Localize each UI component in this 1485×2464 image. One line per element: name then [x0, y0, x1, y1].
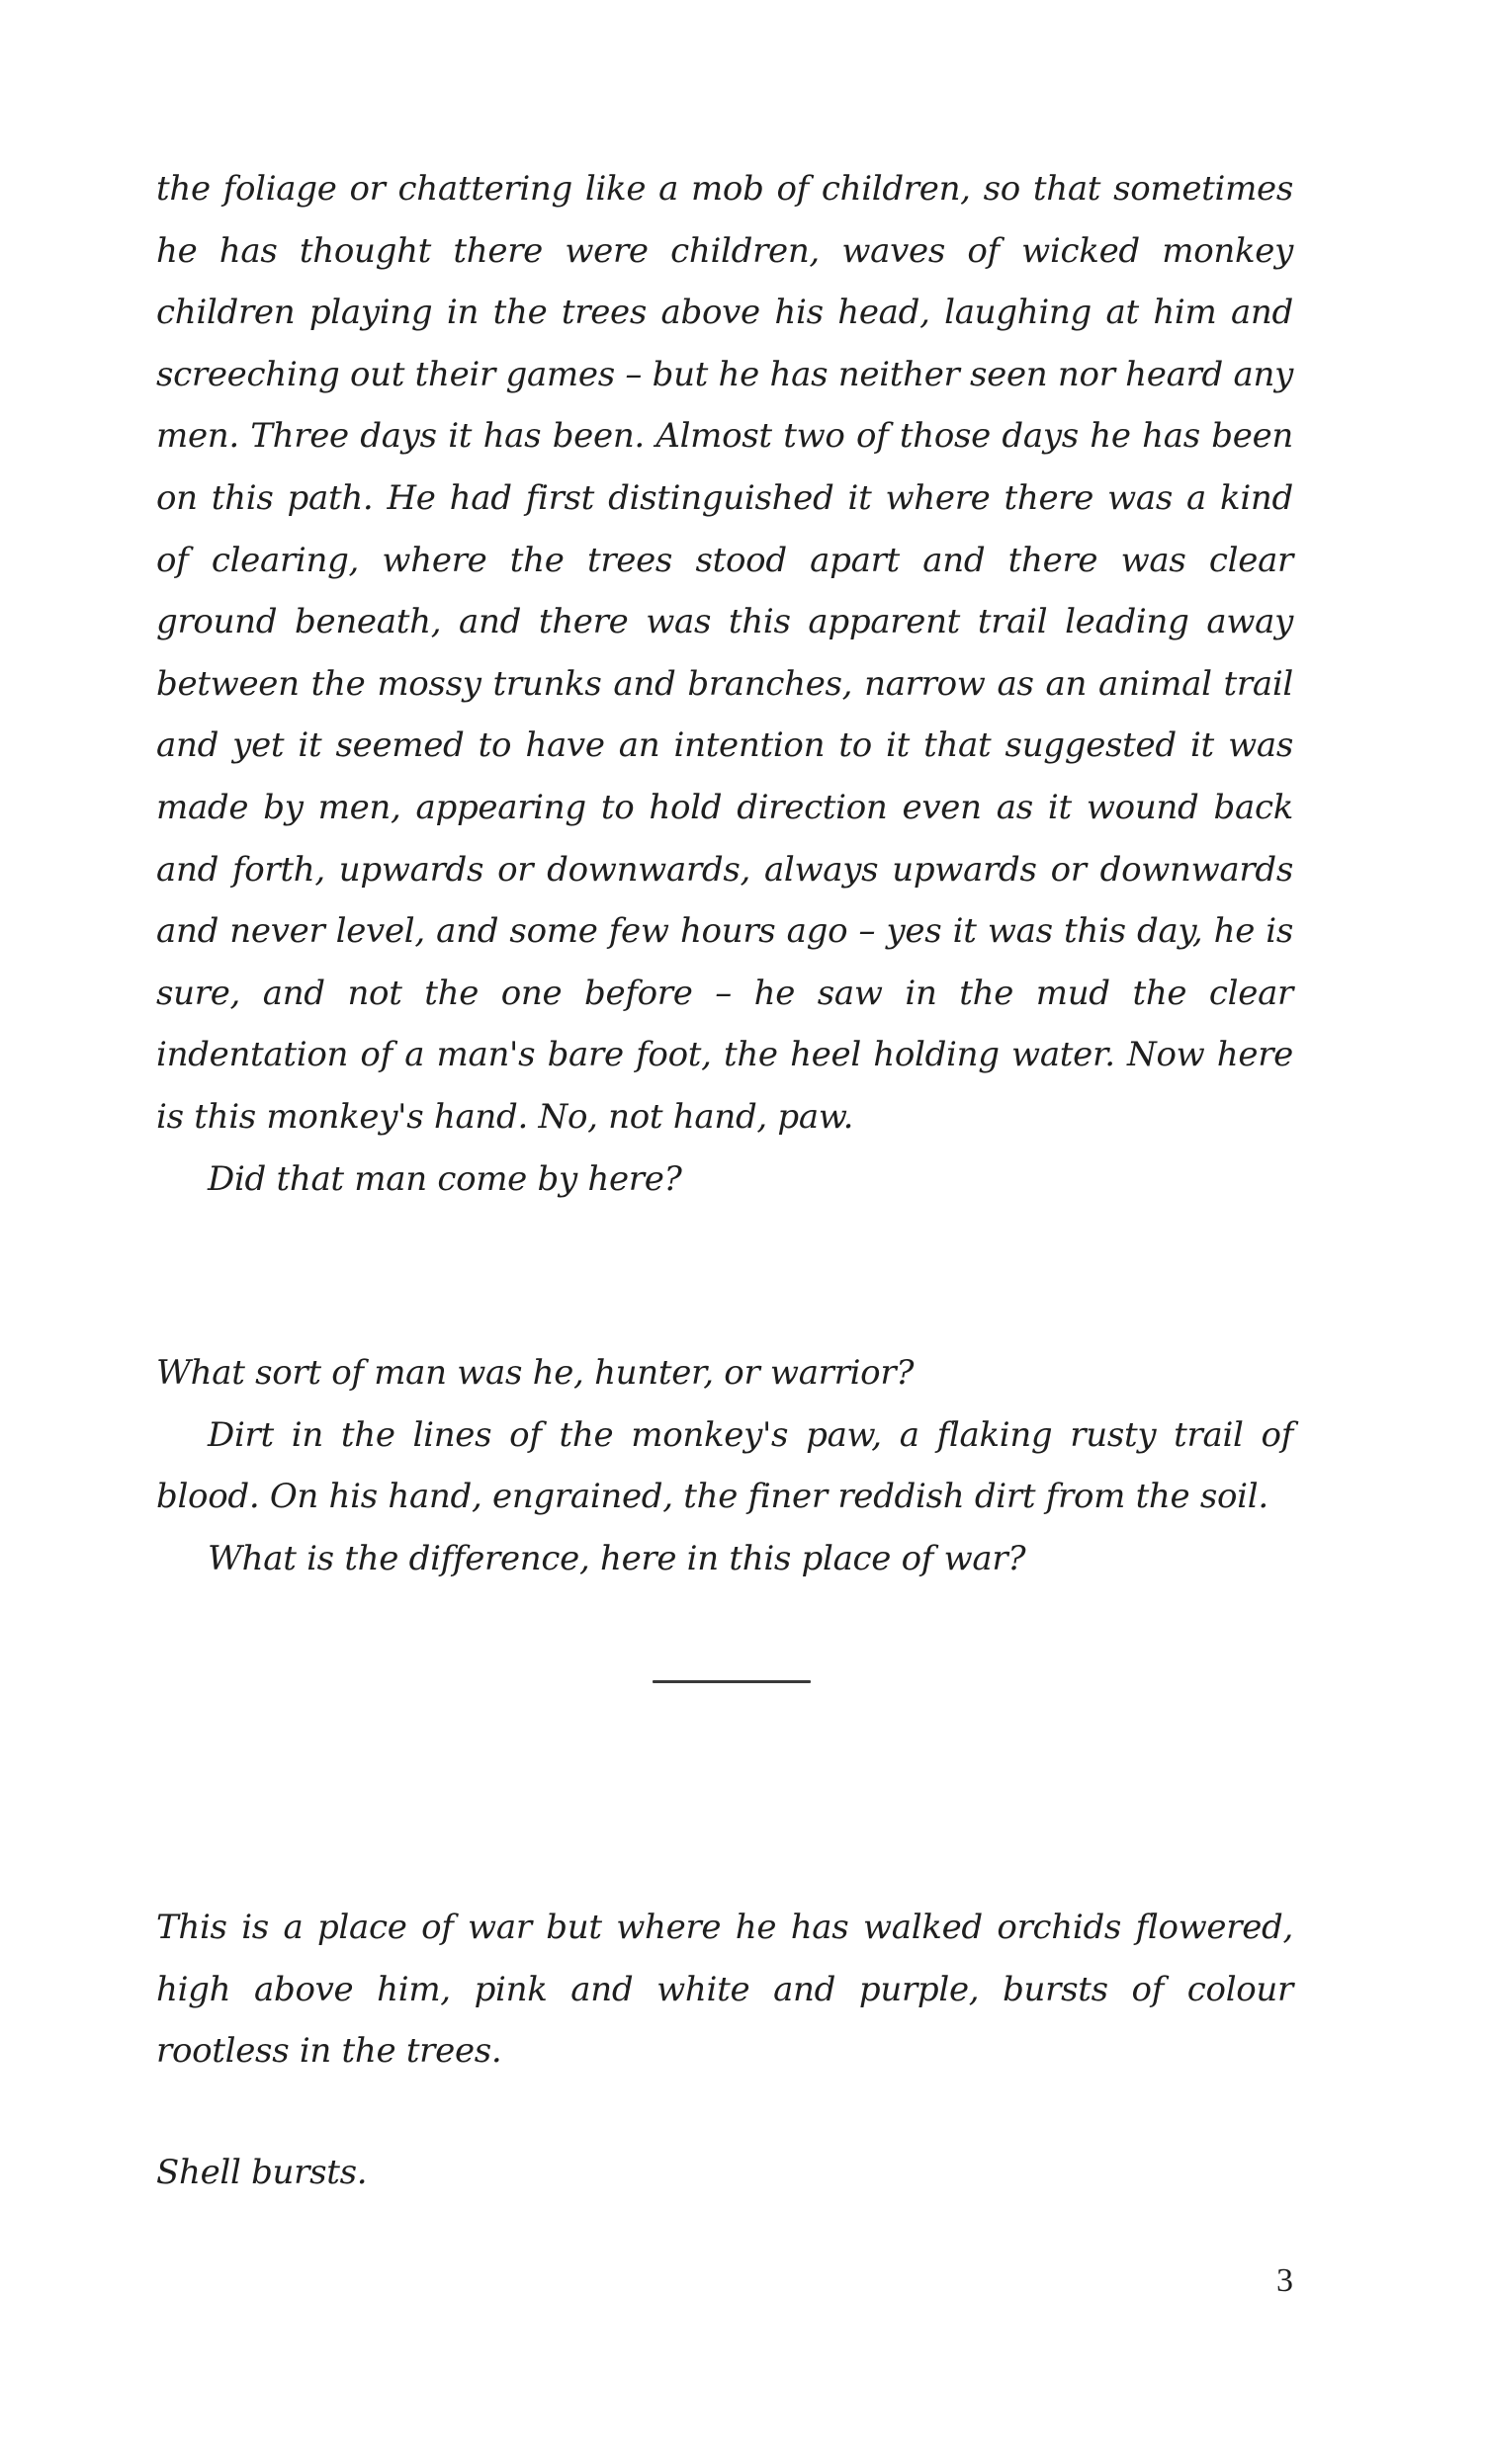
section-divider	[653, 1680, 811, 1683]
paragraph: What sort of man was he, hunter, or warrior?	[156, 1353, 915, 1393]
paragraph: This is a place of war but where he has walked orchids flowered, high above him, pink and white and purple, bursts of colour rootless in the trees.	[156, 1908, 1293, 2072]
text-section-1	[156, 158, 1293, 1210]
page-number: 3	[1276, 2262, 1293, 2299]
paragraph: Shell bursts.	[156, 2153, 368, 2192]
paragraph: What is the difference, here in this place of war?	[208, 1538, 1026, 1578]
paragraph: the foliage or chattering like a mob of children, so that sometimes he has thought there were children, waves of wicked monkey children playing in the trees above his head, laughing at him and screeching out their games – but he has neither seen nor heard any men. Three days it has been. Almost two of those days he has been on this path. He had first distinguished it where there was a kind of clearing, where the trees stood apart and there was clear ground beneath, and there was this apparent trail leading away between the mossy trunks and branches, narrow as an animal trail and yet it seemed to have an intention to it that suggested it was made by men, appearing to hold direction even as it wound back and forth, upwards or downwards, always upwards or downwards and never level, and some few hours ago – yes it was this day, he is sure, and not the one before – he saw in the mud the clear indentation of a man's bare foot, the heel holding water. Now here is this monkey's hand. No, not hand, paw.	[156, 169, 1293, 1137]
text-section-3	[156, 1897, 1293, 2082]
text-section-4	[156, 2142, 1293, 2204]
paragraph: Did that man come by here?	[208, 1158, 682, 1199]
paragraph: Dirt in the lines of the monkey's paw, a flaking rusty trail of blood. On his hand, engrained, the finer reddish dirt from the soil.	[156, 1414, 1293, 1517]
text-section-2	[156, 1342, 1293, 1589]
